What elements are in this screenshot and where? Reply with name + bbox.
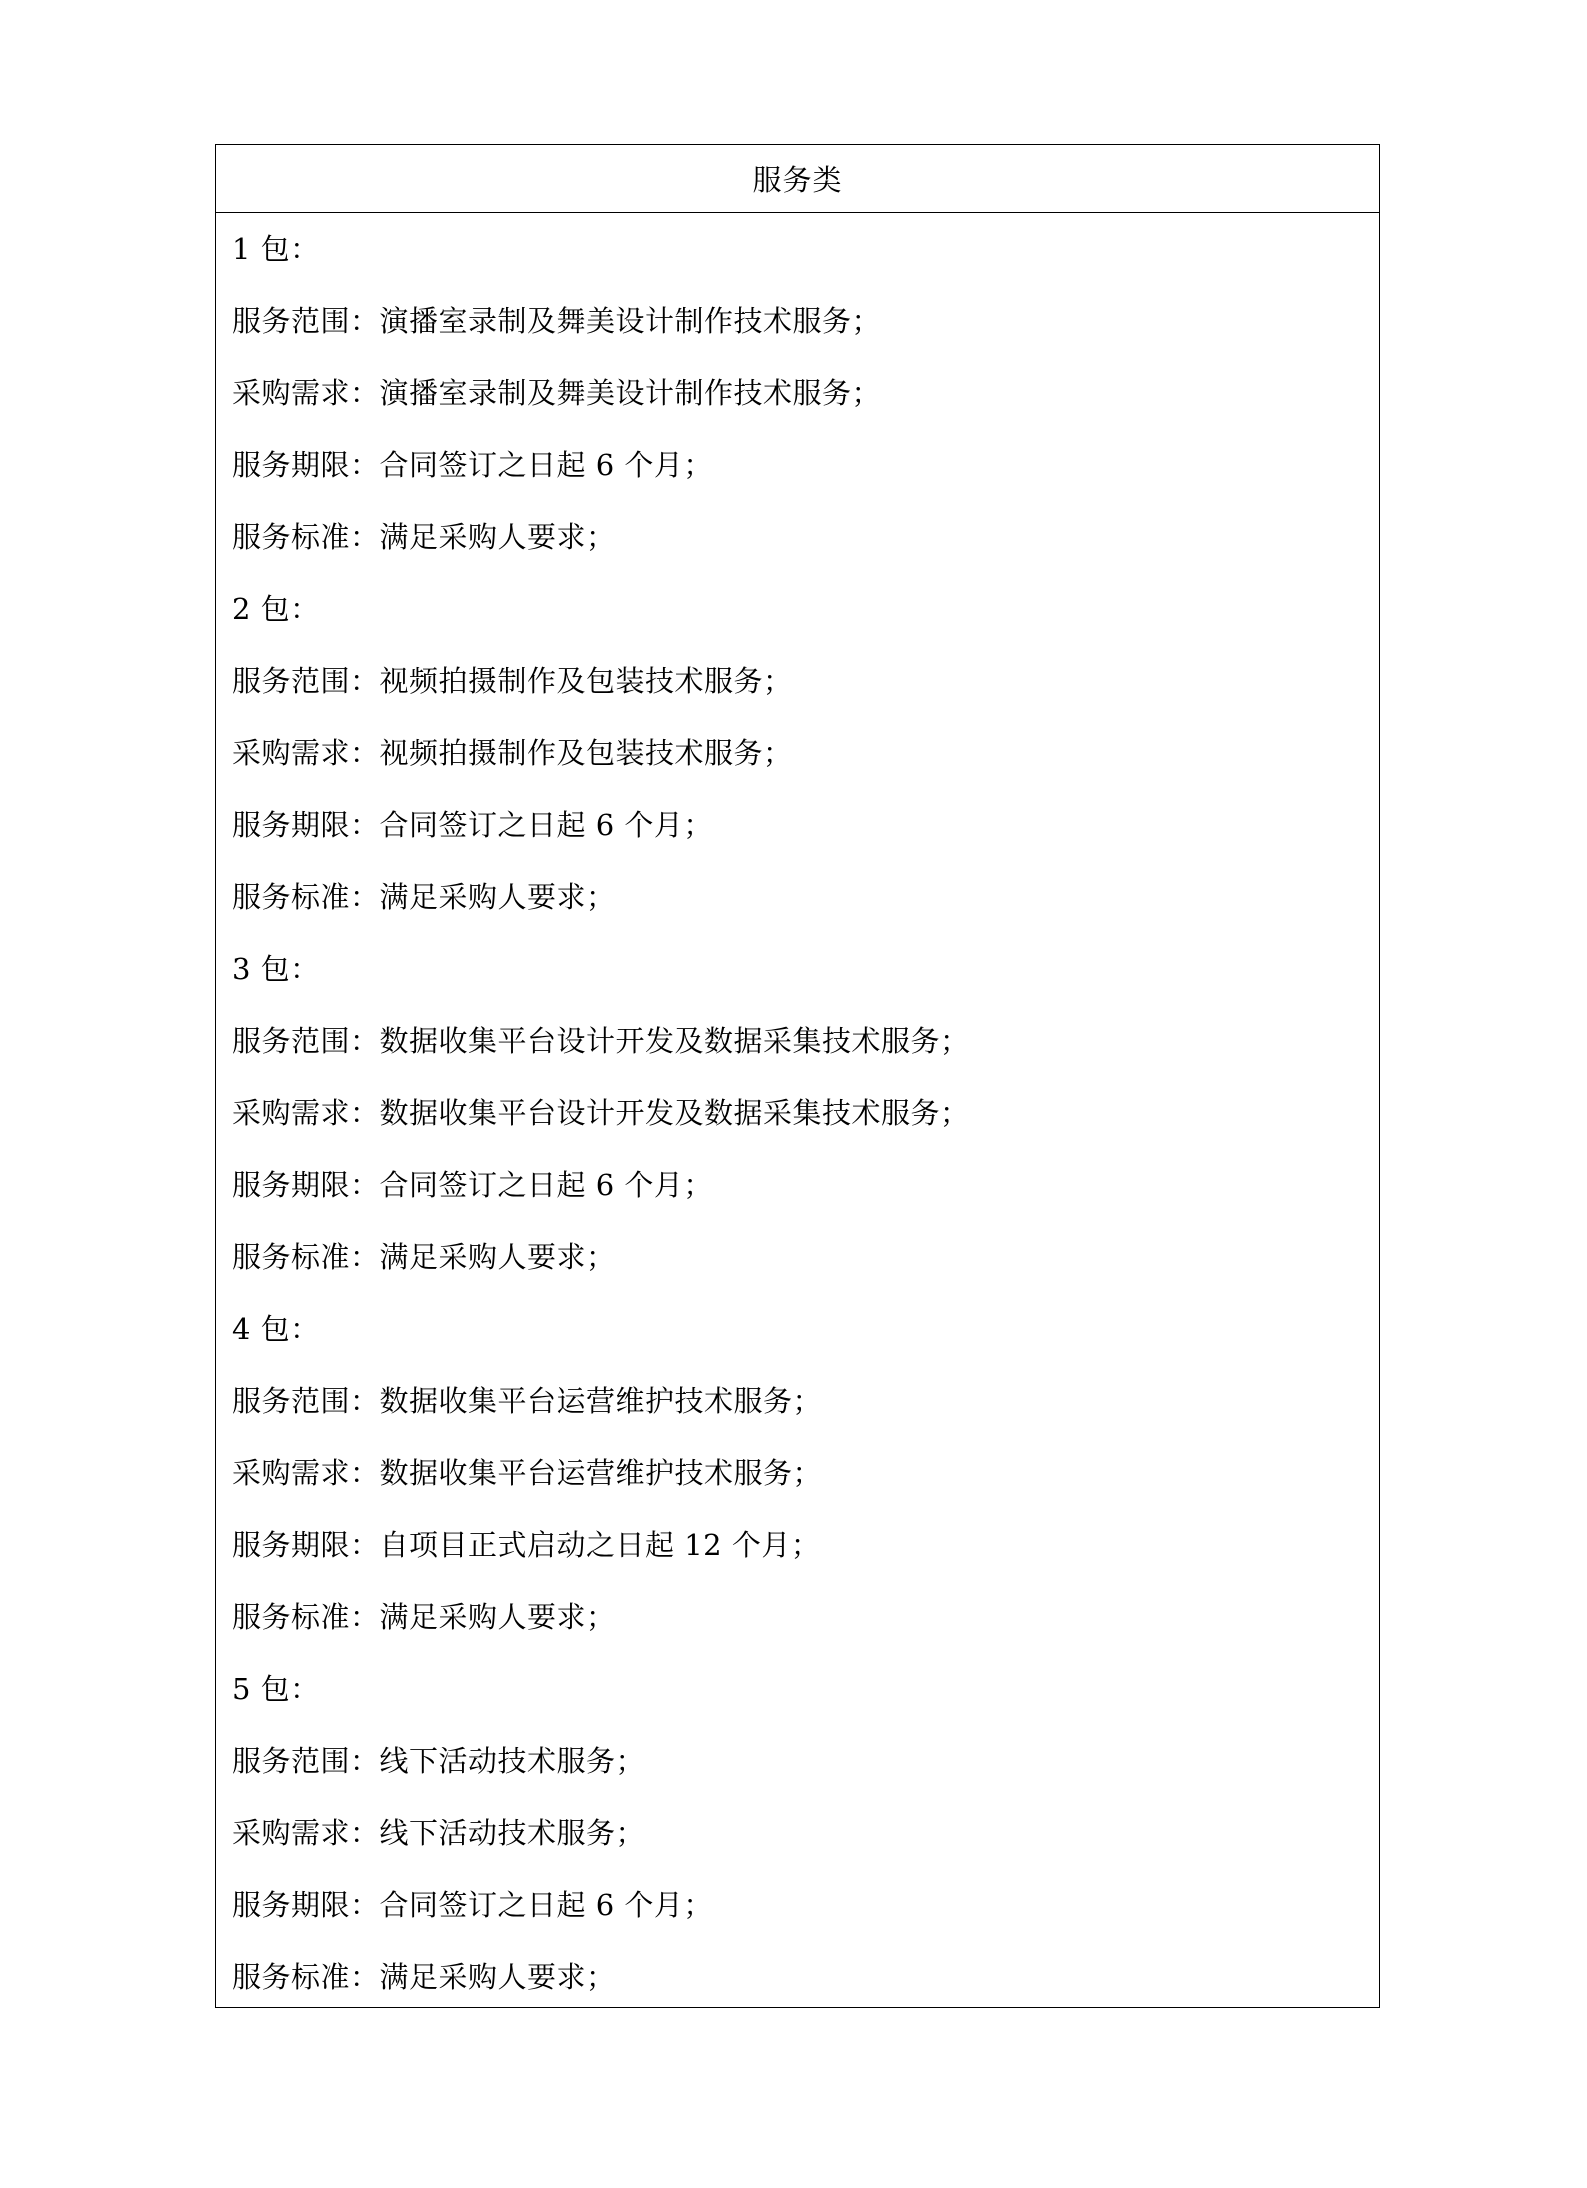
service-scope-row <box>232 285 1379 357</box>
service-standard-row <box>232 1941 1379 2013</box>
row-label: 服务标准： <box>232 1240 380 1274</box>
package-title: 3 包： <box>232 952 320 986</box>
row-value: 数据收集平台设计开发及数据采集技术服务； <box>379 1096 970 1130</box>
row-value: 线下活动技术服务； <box>379 1744 646 1778</box>
row-label: 采购需求： <box>232 1096 380 1130</box>
procurement-requirement-row <box>232 1797 1379 1869</box>
row-label: 服务期限： <box>232 1888 380 1922</box>
row-value: 数据收集平台运营维护技术服务； <box>379 1456 823 1490</box>
row-label: 采购需求： <box>232 1816 380 1850</box>
row-label: 服务范围： <box>232 1024 380 1058</box>
service-scope-row <box>232 1725 1379 1797</box>
row-value: 线下活动技术服务； <box>379 1816 646 1850</box>
procurement-requirement-row <box>232 357 1379 429</box>
row-label: 服务标准： <box>232 520 380 554</box>
service-period-row <box>232 1149 1379 1221</box>
row-label: 服务范围： <box>232 1384 380 1418</box>
row-label: 服务期限： <box>232 1528 380 1562</box>
service-standard-row <box>232 861 1379 933</box>
package-title: 2 包： <box>232 592 320 626</box>
service-standard-row <box>232 501 1379 573</box>
row-value: 满足采购人要求； <box>379 1960 616 1994</box>
row-label: 服务范围： <box>232 304 380 338</box>
service-table <box>215 144 1380 2008</box>
row-label: 采购需求： <box>232 736 380 770</box>
package-title: 5 包： <box>232 1672 320 1706</box>
service-standard-row <box>232 1221 1379 1293</box>
package-title: 1 包： <box>232 232 320 266</box>
service-period-row <box>232 429 1379 501</box>
service-period-row <box>232 789 1379 861</box>
row-value: 合同签订之日起 6 个月； <box>379 1168 713 1202</box>
row-label: 服务标准： <box>232 1600 380 1634</box>
row-value: 数据收集平台运营维护技术服务； <box>379 1384 823 1418</box>
procurement-requirement-row <box>232 1077 1379 1149</box>
service-period-row <box>232 1869 1379 1941</box>
table-body <box>216 213 1379 2013</box>
row-label: 服务标准： <box>232 880 380 914</box>
service-standard-row <box>232 1581 1379 1653</box>
service-period-row <box>232 1509 1379 1581</box>
table-header: 服务类 <box>216 145 1379 213</box>
row-value: 合同签订之日起 6 个月； <box>379 808 713 842</box>
service-scope-row <box>232 645 1379 717</box>
row-value: 演播室录制及舞美设计制作技术服务； <box>379 376 882 410</box>
row-value: 满足采购人要求； <box>379 1240 616 1274</box>
row-value: 满足采购人要求； <box>379 1600 616 1634</box>
procurement-requirement-row <box>232 717 1379 789</box>
row-value: 满足采购人要求； <box>379 880 616 914</box>
row-label: 服务期限： <box>232 1168 380 1202</box>
service-scope-row <box>232 1005 1379 1077</box>
row-value: 视频拍摄制作及包装技术服务； <box>379 664 793 698</box>
row-value: 自项目正式启动之日起 12 个月； <box>379 1528 821 1562</box>
row-value: 合同签订之日起 6 个月； <box>379 1888 713 1922</box>
row-value: 满足采购人要求； <box>379 520 616 554</box>
row-value: 数据收集平台设计开发及数据采集技术服务； <box>379 1024 970 1058</box>
row-value: 合同签订之日起 6 个月； <box>379 448 713 482</box>
row-label: 服务期限： <box>232 808 380 842</box>
row-label: 服务期限： <box>232 448 380 482</box>
service-scope-row <box>232 1365 1379 1437</box>
procurement-requirement-row <box>232 1437 1379 1509</box>
row-value: 演播室录制及舞美设计制作技术服务； <box>379 304 882 338</box>
row-label: 服务标准： <box>232 1960 380 1994</box>
row-label: 采购需求： <box>232 376 380 410</box>
row-value: 视频拍摄制作及包装技术服务； <box>379 736 793 770</box>
package-title: 4 包： <box>232 1312 320 1346</box>
row-label: 服务范围： <box>232 1744 380 1778</box>
row-label: 服务范围： <box>232 664 380 698</box>
row-label: 采购需求： <box>232 1456 380 1490</box>
